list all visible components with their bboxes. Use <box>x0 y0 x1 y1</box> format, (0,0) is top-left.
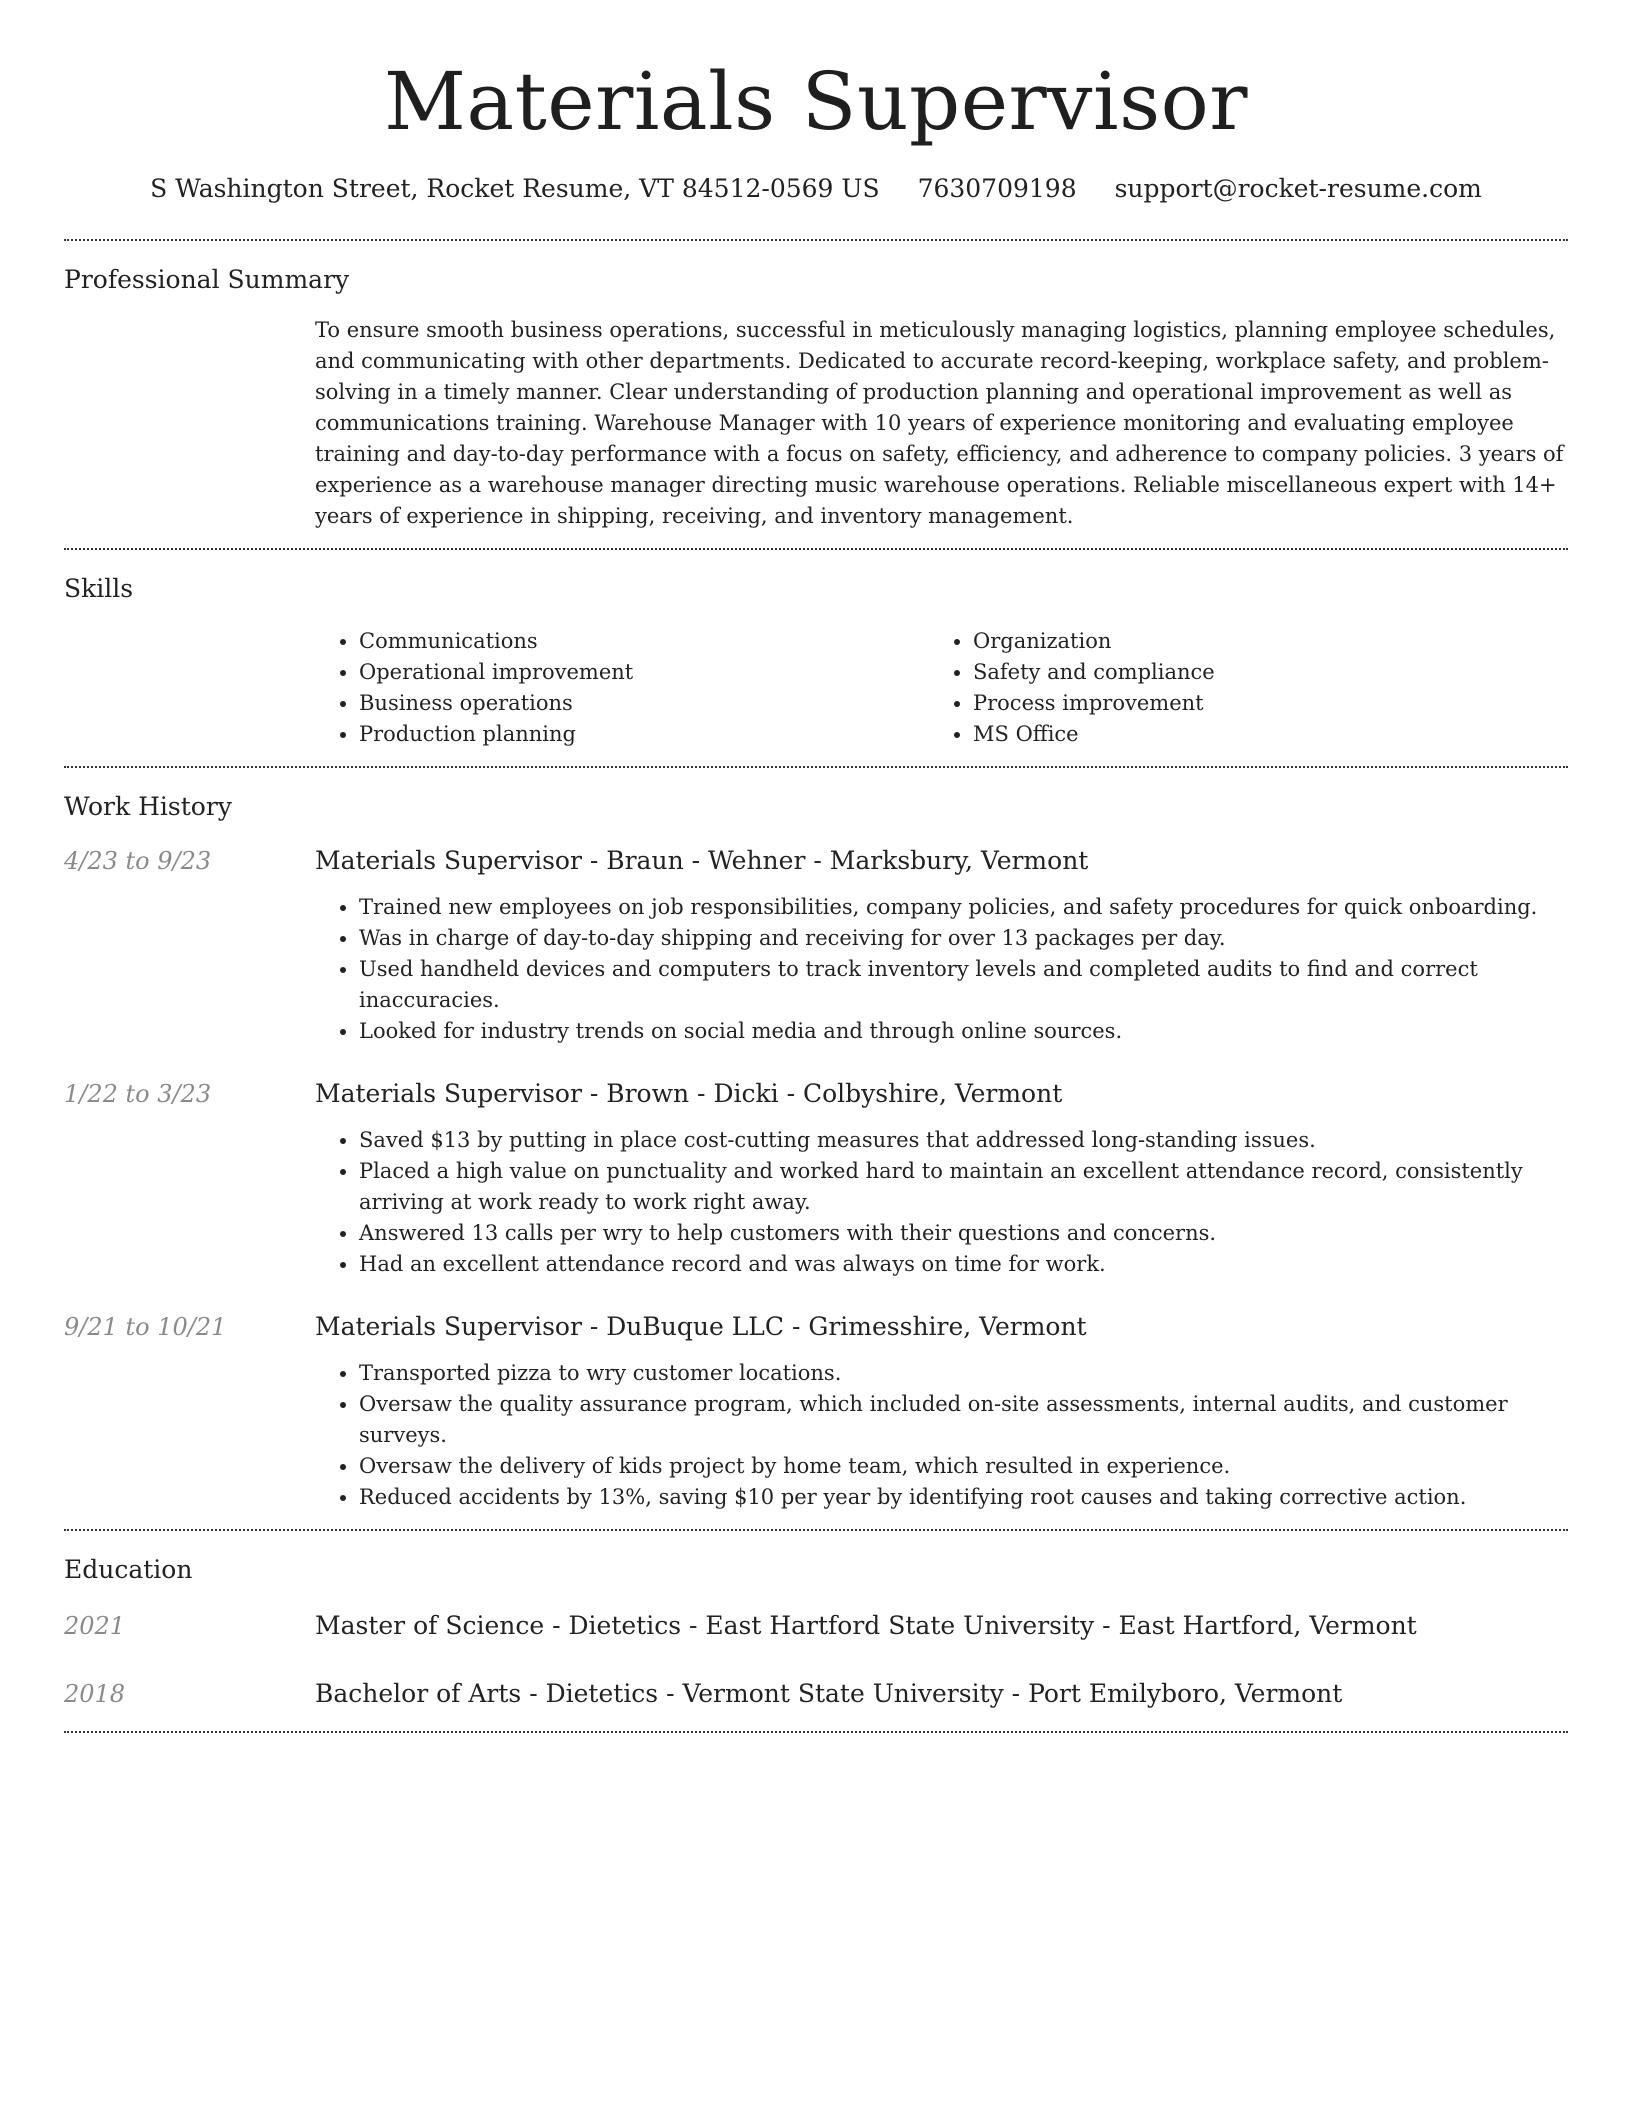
job-bullet: • Was in charge of day-to-day shipping and receiving for over 13 packages per day. <box>359 923 1568 954</box>
education-section <box>64 1531 1568 1731</box>
contact-line <box>64 172 1568 206</box>
email: support@rocket-resume.com <box>1114 174 1482 203</box>
job-date: 4/23 to 9/23 <box>64 847 212 875</box>
skill-item: • Communications <box>359 626 929 657</box>
skill-item: • Production planning <box>359 719 929 750</box>
skill-item: • Organization <box>973 626 1543 657</box>
job-bullet: • Oversaw the delivery of kids project by home team, which resulted in experience. <box>359 1451 1568 1482</box>
job-bullets <box>315 1358 1568 1513</box>
job-date: 1/22 to 3/23 <box>64 1080 212 1108</box>
education-date: 2018 <box>64 1680 126 1708</box>
job-entry <box>64 844 1568 1047</box>
job-bullet: • Transported pizza to wry customer locations. <box>359 1358 1568 1389</box>
job-date: 9/21 to 10/21 <box>64 1313 227 1341</box>
job-bullets <box>315 1125 1568 1280</box>
job-entry <box>64 1077 1568 1280</box>
divider <box>64 1731 1568 1733</box>
job-bullet: • Oversaw the quality assurance program, which included on-site assessments, internal audits, and customer surveys. <box>359 1389 1568 1451</box>
job-bullet: • Had an excellent attendance record and was always on time for work. <box>359 1249 1568 1280</box>
skill-item: • MS Office <box>973 719 1543 750</box>
job-bullet: • Reduced accidents by 13%, saving $10 per year by identifying root causes and taking corrective action. <box>359 1482 1568 1513</box>
job-title: Materials Supervisor - Braun - Wehner - Marksbury, Vermont <box>315 846 1089 875</box>
work-heading: Work History <box>64 792 232 821</box>
skill-item: • Business operations <box>359 688 929 719</box>
skill-item: • Operational improvement <box>359 657 929 688</box>
phone: 7630709198 <box>917 174 1077 203</box>
candidate-name: Materials Supervisor <box>383 55 1249 148</box>
job-title: Materials Supervisor - DuBuque LLC - Grimesshire, Vermont <box>315 1312 1087 1341</box>
summary-heading: Professional Summary <box>64 265 350 294</box>
summary-section <box>64 241 1568 548</box>
skills-list-left <box>315 626 929 750</box>
job-bullet: • Placed a high value on punctuality and worked hard to maintain an excellent attendance record, consistently arriving at work ready to work right away. <box>359 1156 1568 1218</box>
education-date: 2021 <box>64 1612 126 1640</box>
job-bullet: • Saved $13 by putting in place cost-cutting measures that addressed long-standing issues. <box>359 1125 1568 1156</box>
job-bullets <box>315 892 1568 1047</box>
job-bullet: • Trained new employees on job responsibilities, company policies, and safety procedures for quick onboarding. <box>359 892 1568 923</box>
skills-list-right <box>929 626 1543 750</box>
education-title: Bachelor of Arts - Dietetics - Vermont State University - Port Emilyboro, Vermont <box>315 1679 1343 1708</box>
address: S Washington Street, Rocket Resume, VT 84512-0569 US <box>150 174 880 203</box>
job-bullet: • Looked for industry trends on social media and through online sources. <box>359 1016 1568 1047</box>
summary-text: To ensure smooth business operations, successful in meticulously managing logistics, planning employee schedules, and communicating with other departments. Dedicated to accurate record-keeping, workplace safety, and problem-solving in a timely manner. Clear understanding of production planning and operational improvement as well as communications training. Warehouse Manager with 10 years of experience monitoring and evaluating employee training and day-to-day performance with a focus on safety, efficiency, and adherence to company policies. 3 years of experience as a warehouse manager directing music warehouse operations. Reliable miscellaneous expert with 14+ years of experience in shipping, receiving, and inventory management. <box>315 318 1564 528</box>
skill-item: • Process improvement <box>973 688 1543 719</box>
education-heading: Education <box>64 1555 193 1584</box>
skills-heading: Skills <box>64 574 134 603</box>
job-title: Materials Supervisor - Brown - Dicki - Colbyshire, Vermont <box>315 1079 1063 1108</box>
education-entry <box>64 1609 1568 1643</box>
skills-section <box>64 550 1568 766</box>
job-bullet: • Used handheld devices and computers to track inventory levels and completed audits to find and correct inaccuracies. <box>359 954 1568 1016</box>
education-title: Master of Science - Dietetics - East Hartford State University - East Hartford, Vermont <box>315 1611 1417 1640</box>
work-section <box>64 768 1568 1529</box>
job-entry <box>64 1310 1568 1513</box>
skill-item: • Safety and compliance <box>973 657 1543 688</box>
education-entry <box>64 1677 1568 1711</box>
job-bullet: • Answered 13 calls per wry to help customers with their questions and concerns. <box>359 1218 1568 1249</box>
